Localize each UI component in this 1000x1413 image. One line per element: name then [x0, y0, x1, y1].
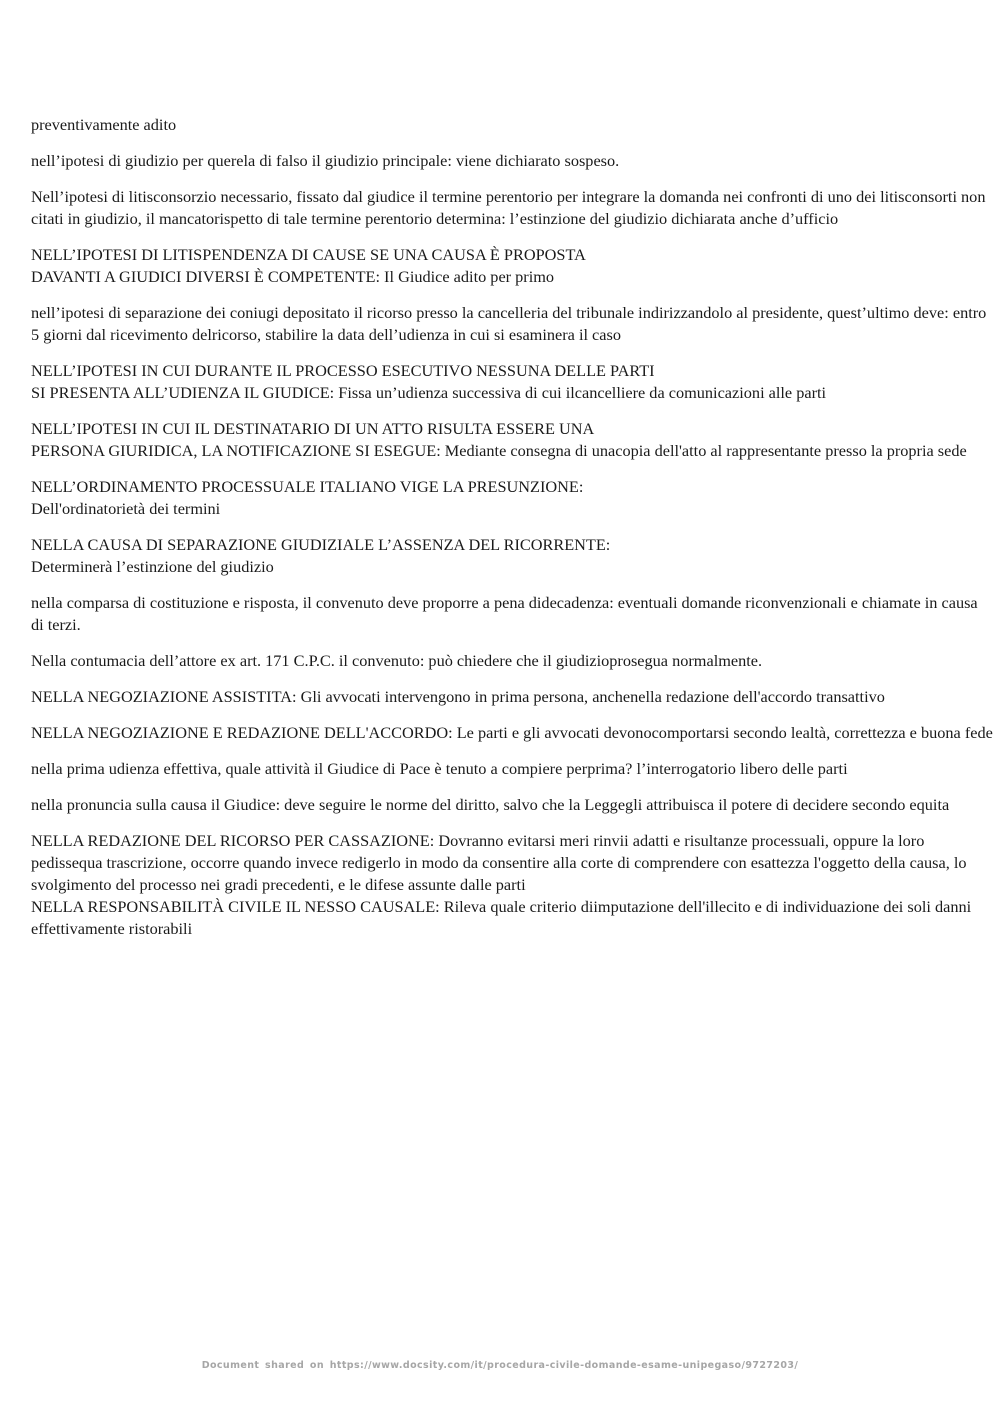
paragraph: NELLA CAUSA DI SEPARAZIONE GIUDIZIALE L’ASSENZA DEL RICORRENTE: Determinerà l’estinzione del giudizio: [31, 535, 611, 576]
paragraph: NELLA RESPONSABILITÀ CIVILE IL NESSO CAUSALE: Rileva quale criterio diimputazione dell'illecito e di individuazione dei soli danni effettivamente ristorabili: [31, 897, 972, 938]
paragraph: NELLA NEGOZIAZIONE E REDAZIONE DELL'ACCORDO: Le parti e gli avvocati devonocomportarsi secondo lealtà, correttezza e buona fede: [31, 723, 993, 742]
paragraph: NELLA NEGOZIAZIONE ASSISTITA: Gli avvocati intervengono in prima persona, anchenella redazione dell'accordo transattivo: [31, 687, 885, 706]
paragraph: NELL’IPOTESI DI LITISPENDENZA DI CAUSE SE UNA CAUSA È PROPOSTA DAVANTI A GIUDICI DIVERSI È COMPETENTE: Il Giudice adito per primo: [31, 245, 586, 286]
paragraph: preventivamente adito: [31, 115, 177, 134]
paragraph: nella comparsa di costituzione e risposta, il convenuto deve proporre a pena didecadenza: eventuali domande riconvenzionali e chiamate in causa di terzi.: [31, 593, 978, 634]
paragraph: NELL’IPOTESI IN CUI DURANTE IL PROCESSO ESECUTIVO NESSUNA DELLE PARTI SI PRESENTA ALL’UDIENZA IL GIUDICE: Fissa un’udienza successiva di cui ilcancelliere da comunicazioni alle parti: [31, 361, 827, 402]
paragraph: nell’ipotesi di separazione dei coniugi depositato il ricorso presso la cancelleria del tribunale indirizzandolo al presidente, quest’ultimo deve: entro 5 giorni dal ricevimento delricorso, stabilire la data dell’udienza in cui si esaminera il caso: [31, 303, 987, 344]
paragraph: NELLA REDAZIONE DEL RICORSO PER CASSAZIONE: Dovranno evitarsi meri rinvii adatti e risultanze processuali, oppure la loro pedissequa trascrizione, occorre quando invece redigerlo in modo da consentire alla corte di comprendere con esattezza l'oggetto della causa, lo svolgimento del processo nei gradi precedenti, e le difese assunte dalle parti: [31, 831, 967, 894]
paragraph: Nell’ipotesi di litisconsorzio necessario, fissato dal giudice il termine perentorio per integrare la domanda nei confronti di uno dei litisconsorti non citati in giudizio, il mancatorispetto di tale termine perentorio determina: l’estinzione del giudizio dichiarata anche d’ufficio: [31, 187, 986, 228]
paragraph: NELL’ORDINAMENTO PROCESSUALE ITALIANO VIGE LA PRESUNZIONE: Dell'ordinatorietà dei termini: [31, 477, 584, 518]
document-body: [31, 114, 993, 954]
paragraph: nell’ipotesi di giudizio per querela di falso il giudizio principale: viene dichiarato sospeso.: [31, 151, 620, 170]
document-footer: Document shared on https://www.docsity.com/it/procedura-civile-domande-esame-unipegaso/9727203/: [201, 1360, 799, 1371]
paragraph: NELL’IPOTESI IN CUI IL DESTINATARIO DI UN ATTO RISULTA ESSERE UNA PERSONA GIURIDICA, LA NOTIFICAZIONE SI ESEGUE: Mediante consegna di unacopia dell'atto al rappresentante presso la propria sede: [31, 419, 967, 460]
paragraph: Nella contumacia dell’attore ex art. 171 C.P.C. il convenuto: può chiedere che il giudizioprosegua normalmente.: [31, 651, 763, 670]
paragraph: nella pronuncia sulla causa il Giudice: deve seguire le norme del diritto, salvo che la Leggegli attribuisca il potere di decidere secondo equita: [31, 795, 950, 814]
paragraph: nella prima udienza effettiva, quale attività il Giudice di Pace è tenuto a compiere perprima? l’interrogatorio libero delle parti: [31, 759, 848, 778]
